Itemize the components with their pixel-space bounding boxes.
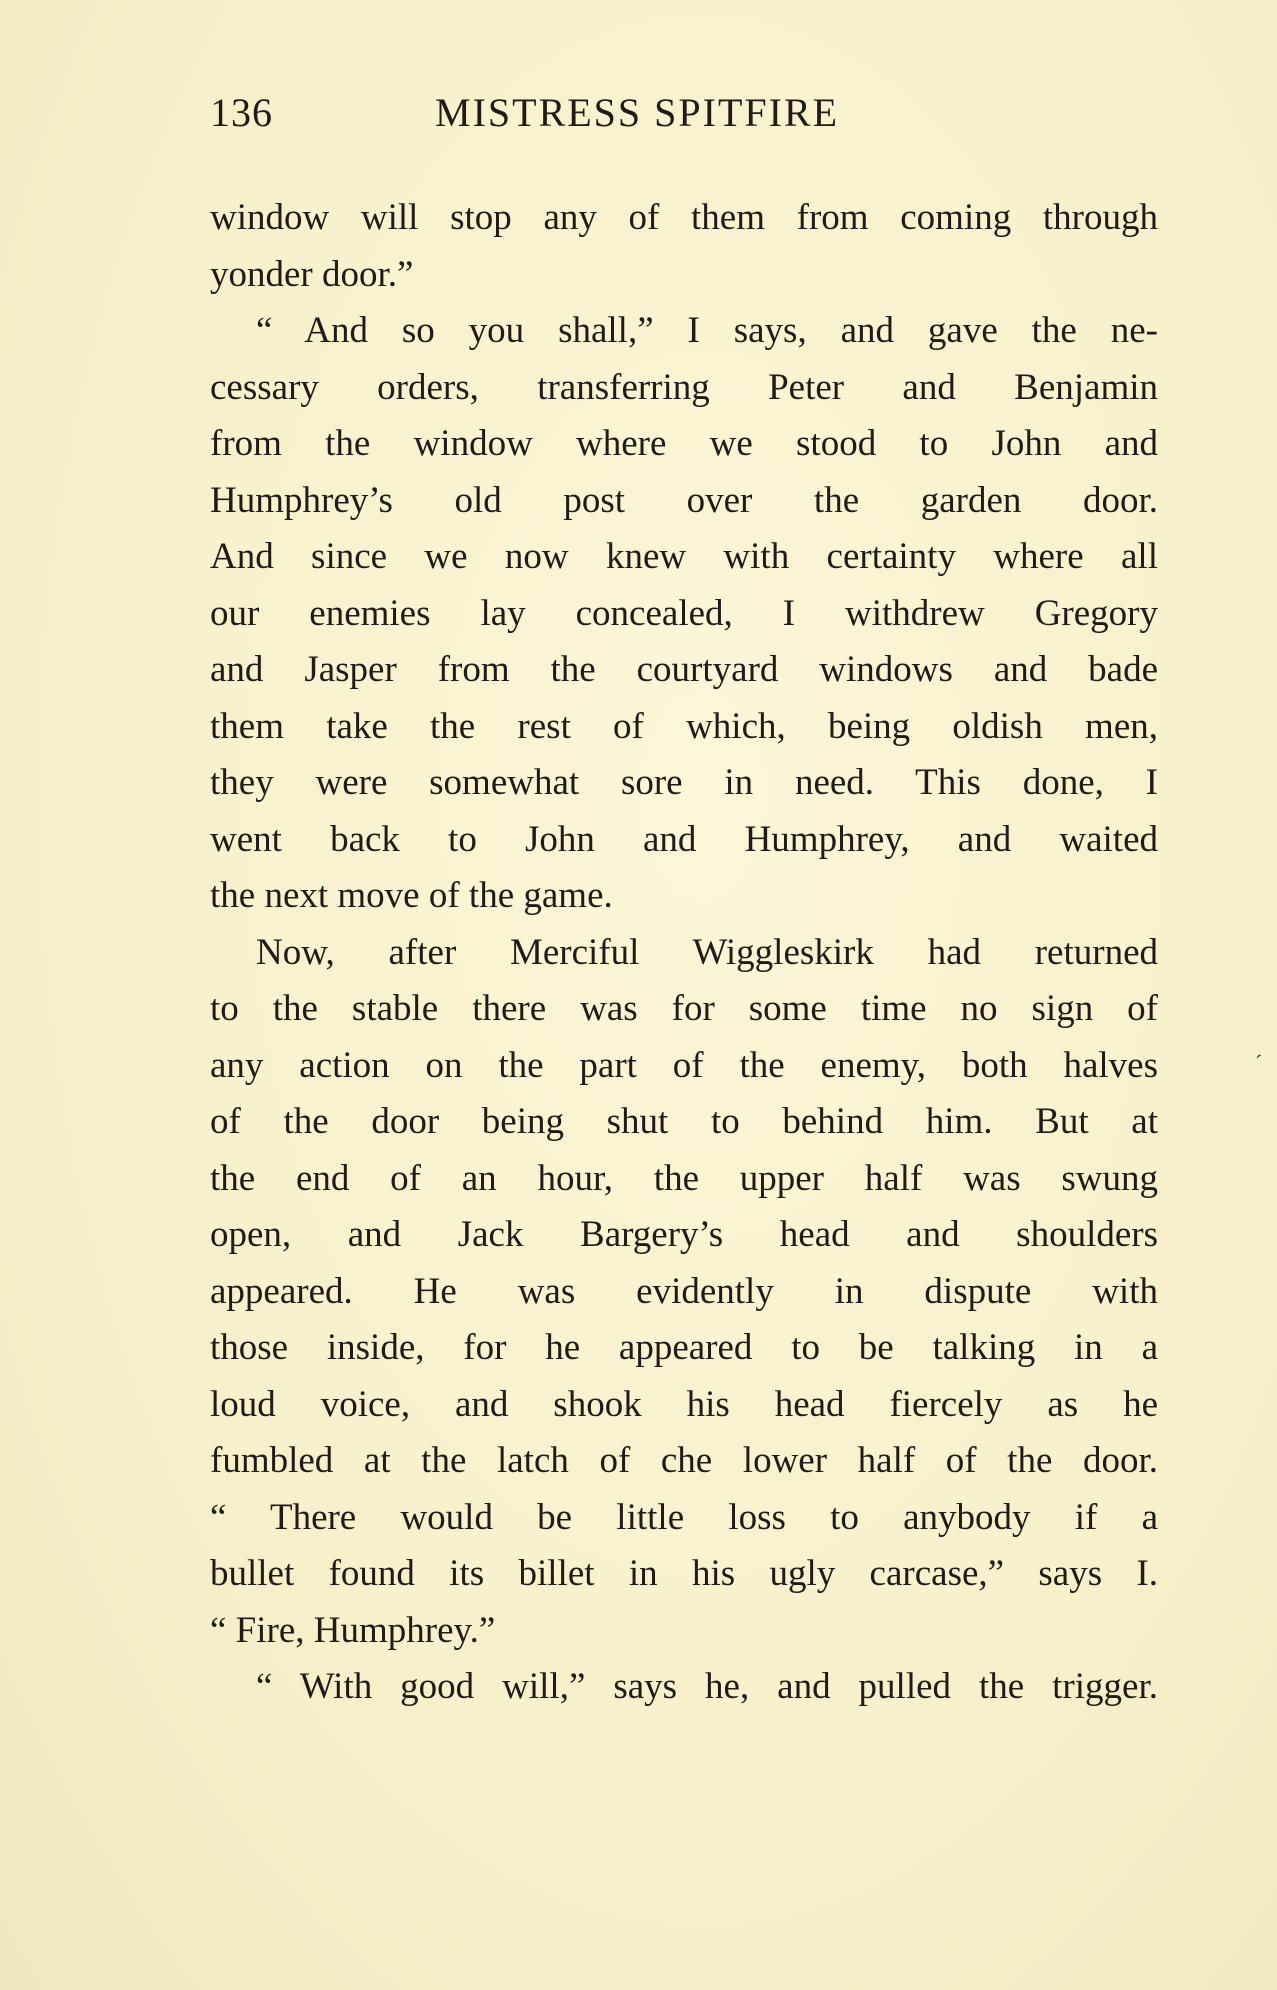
text-line: them take the rest of which, being oldish men, — [210, 705, 1158, 747]
text-line: from the window where we stood to John and — [210, 423, 1158, 464]
text-line: Now, after Merciful Wiggleskirk had returned — [256, 931, 1158, 973]
text-line: the next move of the game. — [210, 875, 613, 916]
text-line: “ Fire, Humphrey.” — [210, 1609, 496, 1651]
text-line: “ And so you shall,” I says, and gave the ne- — [256, 310, 1158, 351]
text-line: “ There would be little loss to anybody if a — [210, 1496, 1158, 1538]
running-head — [210, 88, 1160, 138]
text-line: and Jasper from the courtyard windows and bade — [210, 649, 1158, 690]
text-line: loud voice, and shook his head fiercely as he — [210, 1383, 1158, 1425]
text-line: cessary orders, transferring Peter and Benjamin — [210, 366, 1158, 408]
text-line: open, and Jack Bargery’s head and shoulders — [210, 1214, 1158, 1255]
text-line: window will stop any of them from coming through — [210, 197, 1158, 238]
text-line: of the door being shut to behind him. But at — [210, 1101, 1158, 1142]
text-line: yonder door.” — [210, 253, 414, 295]
text-line: those inside, for he appeared to be talking in a — [210, 1327, 1158, 1368]
book-title: MISTRESS SPITFIRE — [435, 90, 840, 135]
stray-print-mark: ´ — [1255, 1050, 1263, 1075]
text-line: Humphrey’s old post over the garden door. — [210, 479, 1158, 521]
text-line: they were somewhat sore in need. This done, I — [210, 762, 1158, 803]
text-line: any action on the part of the enemy, both halves — [210, 1044, 1158, 1086]
body-text — [210, 190, 1158, 1716]
text-line: to the stable there was for some time no sign of — [210, 988, 1158, 1029]
text-line: our enemies lay concealed, I withdrew Gregory — [210, 592, 1158, 634]
text-line: “ With good will,” says he, and pulled the trigger. — [256, 1666, 1158, 1707]
text-line: appeared. He was evidently in dispute with — [210, 1270, 1158, 1312]
page-number: 136 — [210, 90, 273, 135]
text-line: fumbled at the latch of сhe lower half of the door. — [210, 1440, 1158, 1481]
text-line: went back to John and Humphrey, and waited — [210, 818, 1158, 860]
text-line: And since we now knew with certainty where all — [210, 536, 1158, 577]
text-line: bullet found its billet in his ugly carcase,” says I. — [210, 1553, 1158, 1594]
text-line: the end of an hour, the upper half was swung — [210, 1157, 1158, 1199]
